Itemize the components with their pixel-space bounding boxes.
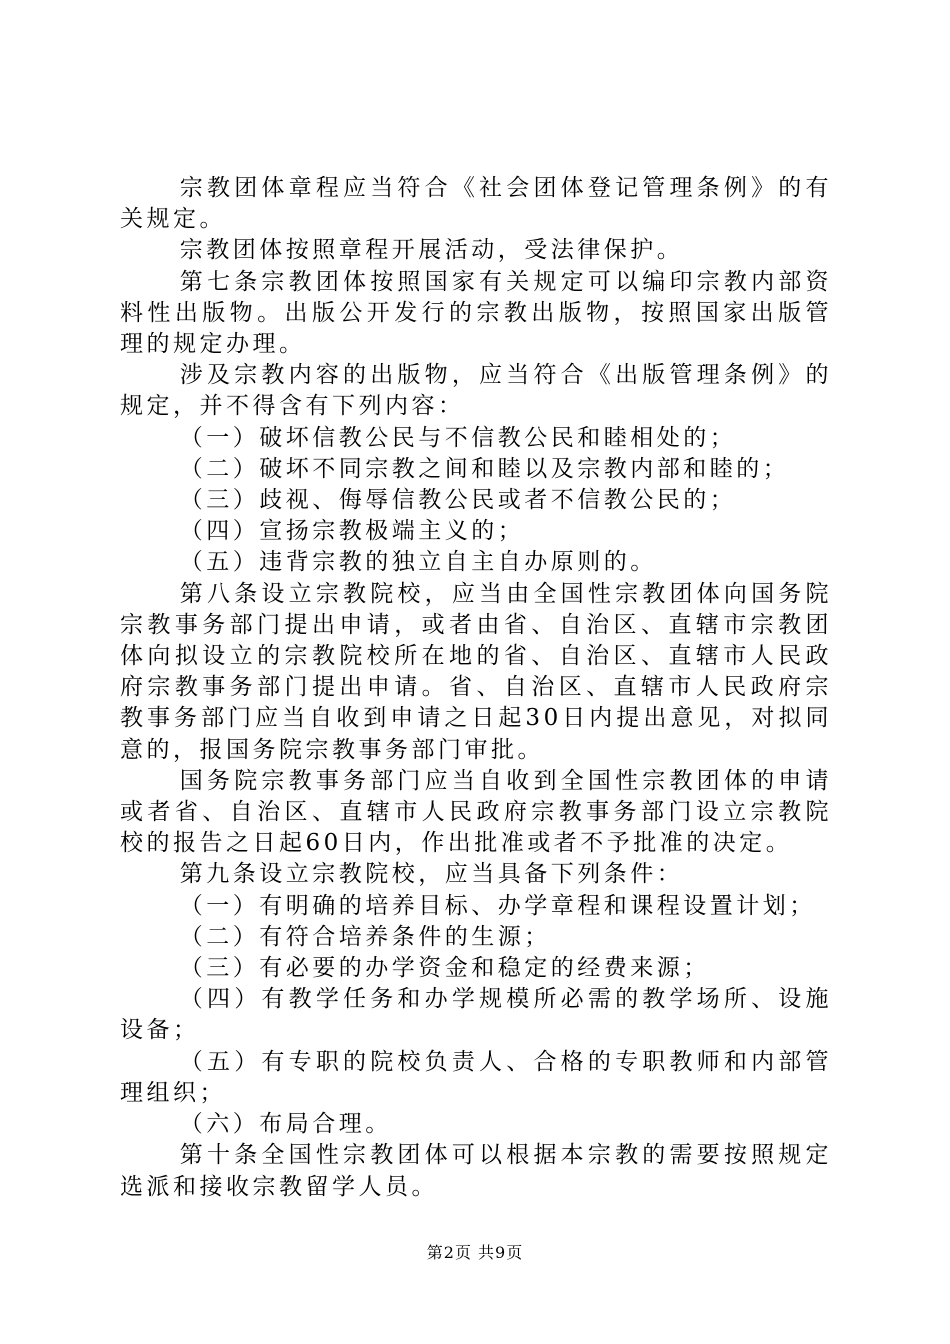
list-item: （二）破坏不同宗教之间和睦以及宗教内部和睦的； — [179, 455, 790, 482]
paragraph-article-10: 第十条全国性宗教团体可以根据本宗教的需要按照规定选派和接收宗教留学人员。 — [120, 1142, 832, 1200]
page-footer — [0, 1243, 950, 1263]
list-item: （一）有明确的培养目标、办学章程和课程设置计划； — [179, 892, 816, 919]
document-body — [120, 173, 832, 1203]
list-item: （三）有必要的办学资金和稳定的经费来源； — [179, 955, 710, 982]
paragraph-publication-content: 涉及宗教内容的出版物，应当符合《出版管理条例》的规定，并不得含有下列内容： — [120, 362, 832, 420]
list-item: （一）破坏信教公民与不信教公民和睦相处的； — [179, 424, 737, 451]
paragraph-approval-deadline: 国务院宗教事务部门应当自收到全国性宗教团体的申请或者省、自治区、直辖市人民政府宗教事务部门设立宗教院校的报告之日起60日内，作出批准或者不予批准的决定。 — [120, 767, 832, 857]
list-item: （五）违背宗教的独立自主自办原则的。 — [179, 549, 657, 576]
paragraph-charter-compliance: 宗教团体章程应当符合《社会团体登记管理条例》的有关规定。 — [120, 175, 832, 233]
list-item: （四）宣扬宗教极端主义的； — [179, 518, 525, 545]
paragraph-legal-protection: 宗教团体按照章程开展活动，受法律保护。 — [179, 237, 684, 264]
page-number: 第2页 共9页 — [426, 1243, 524, 1262]
paragraph-article-8: 第八条设立宗教院校，应当由全国性宗教团体向国务院宗教事务部门提出申请，或者由省、自治区、直辖市宗教团体向拟设立的宗教院校所在地的省、自治区、直辖市人民政府宗教事务部门提出申请。省、自治区、直辖市人民政府宗教事务部门应当自收到申请之日起30日内提出意见，对拟同意的，报国务院宗教事务部门审批。 — [120, 580, 832, 763]
list-item: （四）有教学任务和办学规模所必需的教学场所、设施设备； — [120, 986, 832, 1044]
paragraph-article-9: 第九条设立宗教院校，应当具备下列条件： — [179, 861, 684, 888]
list-item: （二）有符合培养条件的生源； — [179, 923, 551, 950]
list-item: （六）布局合理。 — [179, 1111, 392, 1138]
paragraph-article-7: 第七条宗教团体按照国家有关规定可以编印宗教内部资料性出版物。出版公开发行的宗教出版物，按照国家出版管理的规定办理。 — [120, 268, 832, 358]
list-item: （五）有专职的院校负责人、合格的专职教师和内部管理组织； — [120, 1048, 832, 1106]
list-item: （三）歧视、侮辱信教公民或者不信教公民的； — [179, 487, 737, 514]
